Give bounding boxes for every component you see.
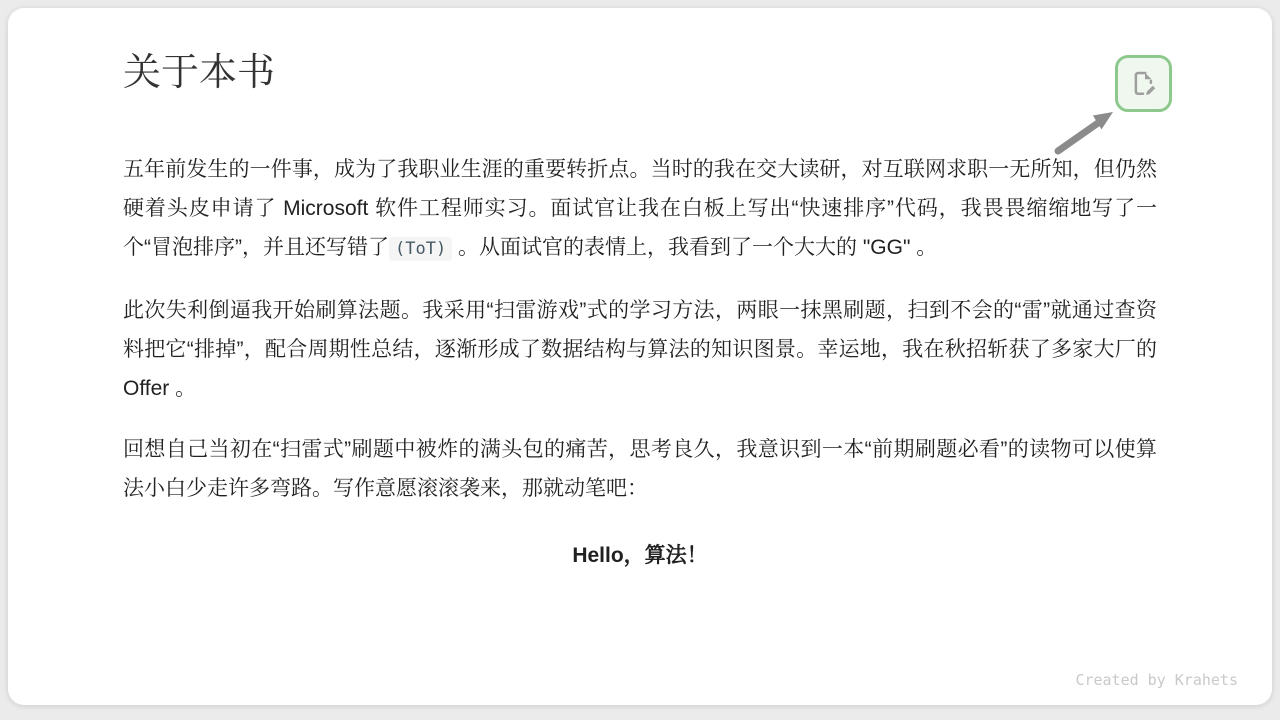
paragraph-2: 此次失利倒逼我开始刷算法题。我采用“扫雷游戏”式的学习方法，两眼一抹黑刷题，扫到不会的“雷”就通过查资料把它“排掉”，配合周期性总结，逐渐形成了数据结构与算法的知识图景。幸运地，我在秋招斩获了多家大厂的 Offer 。 — [123, 298, 1157, 400]
paragraph-1-text-after: 。从面试官的表情上，我看到了一个大大的 "GG" 。 — [452, 235, 938, 259]
footer-credit: Created by Krahets — [1075, 671, 1238, 689]
page-title: 关于本书 — [123, 52, 276, 94]
page-content — [8, 8, 1272, 575]
highlight-text: Hello，算法！ — [572, 543, 708, 567]
paragraph-3: 回想自己当初在“扫雷式”刷题中被炸的满头包的痛苦，思考良久，我意识到一本“前期刷题必看”的读物可以使算法小白少走许多弯路。写作意愿滚滚袭来，那就动笔吧： — [123, 437, 1157, 500]
paragraph-1 — [123, 150, 1157, 269]
body-text — [123, 150, 1157, 575]
page-card — [8, 8, 1272, 705]
inline-code-tot: (ToT) — [389, 237, 452, 261]
paragraph-1-text: 五年前发生的一件事，成为了我职业生涯的重要转折点。当时的我在交大读研，对互联网求职一无所知，但仍然硬着头皮申请了 Microsoft 软件工程师实习。面试官让我在白板上写出“快速排序”代码，我畏畏缩缩地写了一个“冒泡排序”，并且还写错了 — [123, 157, 1157, 259]
